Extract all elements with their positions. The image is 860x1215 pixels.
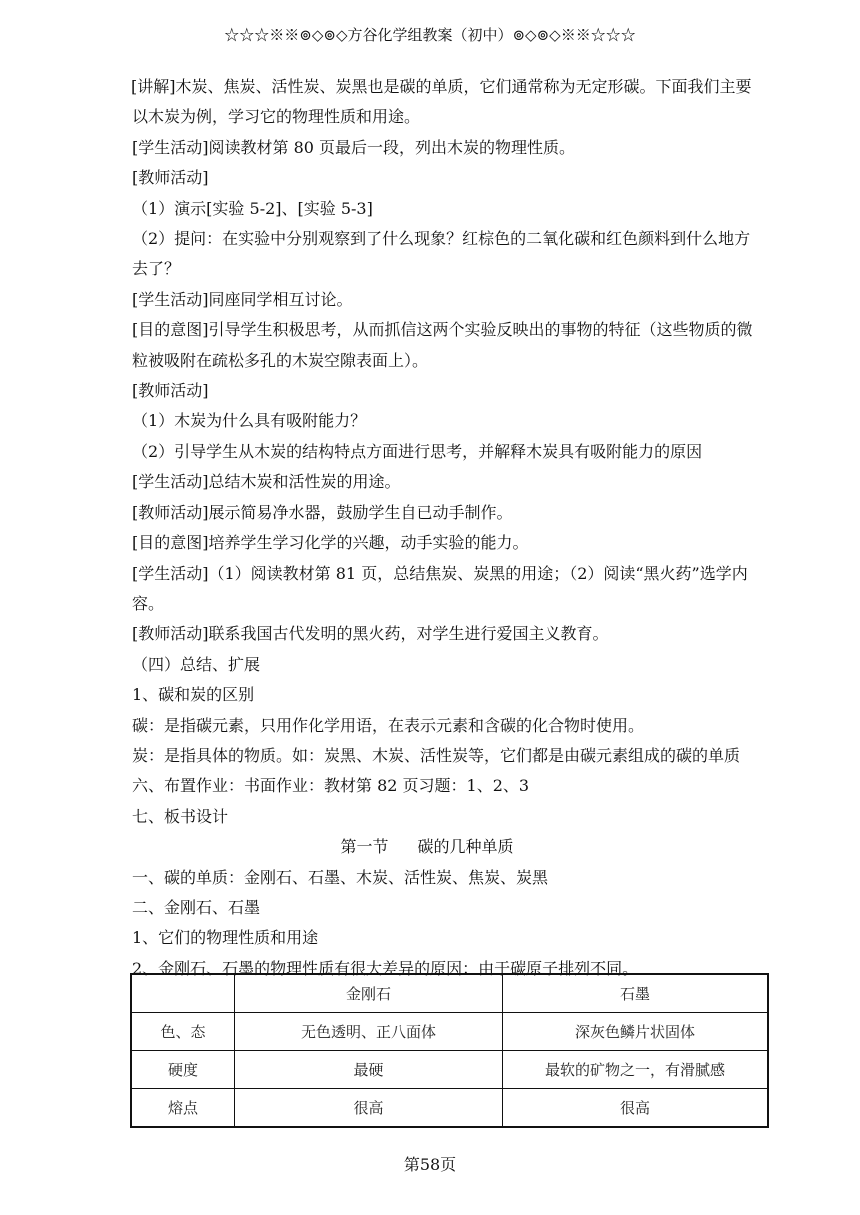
text-line: [学生活动]（1）阅读教材第 81 页，总结焦炭、炭黑的用途；（2）阅读“黑火药”选学内	[132, 563, 748, 583]
table-row	[131, 1051, 768, 1089]
page-header: ☆☆☆※※⊚◇⊚◇方谷化学组教案（初中）⊚◇⊚◇※※☆☆☆	[224, 26, 636, 44]
table-cell: 很高	[235, 1089, 503, 1128]
text-line: [教师活动]	[132, 168, 209, 188]
text-line: [学生活动]总结木炭和活性炭的用途。	[132, 472, 401, 492]
text-line: （2）提问：在实验中分别观察到了什么现象？红棕色的二氧化碳和红色颜料到什么地方	[132, 229, 751, 249]
table-cell: 最硬	[235, 1051, 503, 1089]
table-cell: 最软的矿物之一，有滑腻感	[503, 1051, 769, 1089]
text-line: [目的意图]培养学生学习化学的兴趣，动手实验的能力。	[132, 533, 529, 553]
board-item: 一、碳的单质：金刚石、石墨、木炭、活性炭、焦炭、炭黑	[132, 867, 549, 887]
text-line: [学生活动]同座同学相互讨论。	[132, 289, 353, 309]
board-item: 二、金刚石、石墨	[132, 897, 261, 917]
table-cell: 熔点	[131, 1089, 235, 1128]
text-line: （四）总结、扩展	[132, 654, 261, 674]
text-line: 六、布置作业：书面作业：教材第 82 页习题：1、2、3	[132, 776, 530, 796]
text-line: 七、板书设计	[132, 806, 229, 826]
text-line: 粒被吸附在疏松多孔的木炭空隙表面上）。	[132, 350, 429, 370]
text-line: [学生活动]阅读教材第 80 页最后一段，列出木炭的物理性质。	[132, 137, 576, 157]
board-title-section: 第一节	[340, 837, 389, 857]
text-line: （1）演示[实验 5-2]、[实验 5-3]	[132, 198, 373, 218]
table-cell: 深灰色鳞片状固体	[503, 1013, 769, 1051]
table-header-row	[131, 974, 768, 1013]
table-header-cell: 金刚石	[235, 974, 503, 1013]
table-row	[131, 1013, 768, 1051]
text-line: 去了？	[132, 259, 181, 279]
table-cell: 色、态	[131, 1013, 235, 1051]
table-header-cell: 石墨	[503, 974, 769, 1013]
table-cell: 硬度	[131, 1051, 235, 1089]
text-line: [讲解]木炭、焦炭、活性炭、炭黑也是碳的单质，它们通常称为无定形碳。下面我们主要	[131, 77, 752, 96]
table-row	[131, 1089, 768, 1128]
property-comparison-table	[130, 973, 769, 1128]
text-line: （1）木炭为什么具有吸附能力？	[132, 411, 367, 431]
board-title	[132, 832, 812, 862]
board-title-topic: 碳的几种单质	[417, 837, 514, 857]
page-number: 第58页	[403, 1155, 457, 1174]
text-line: （2）引导学生从木炭的结构特点方面进行思考，并解释木炭具有吸附能力的原因	[132, 441, 703, 461]
text-line: 容。	[132, 593, 165, 613]
board-item: 2、金刚石、石墨的物理性质有很大差异的原因：由于碳原子排列不同。	[132, 958, 639, 978]
text-line: [教师活动]展示简易净水器，鼓励学生自已动手制作。	[132, 502, 513, 522]
table-header-cell	[131, 974, 235, 1013]
text-line: 炭：是指具体的物质。如：炭黑、木炭、活性炭等，它们都是由碳元素组成的碳的单质	[132, 745, 741, 765]
text-line: 碳：是指碳元素，只用作化学用语，在表示元素和含碳的化合物时使用。	[132, 715, 645, 735]
text-line: [目的意图]引导学生积极思考，从而抓信这两个实验反映出的事物的特征（这些物质的微	[132, 320, 753, 340]
text-line: [教师活动]	[132, 381, 209, 401]
board-item: 1、它们的物理性质和用途	[132, 928, 319, 948]
document-body	[132, 72, 812, 984]
text-line: 1、碳和炭的区别	[132, 685, 255, 705]
text-line: [教师活动]联系我国古代发明的黑火药，对学生进行爱国主义教育。	[132, 624, 609, 644]
table-cell: 很高	[503, 1089, 769, 1128]
table-cell: 无色透明、正八面体	[235, 1013, 503, 1051]
text-line: 以木炭为例，学习它的物理性质和用途。	[132, 107, 421, 127]
